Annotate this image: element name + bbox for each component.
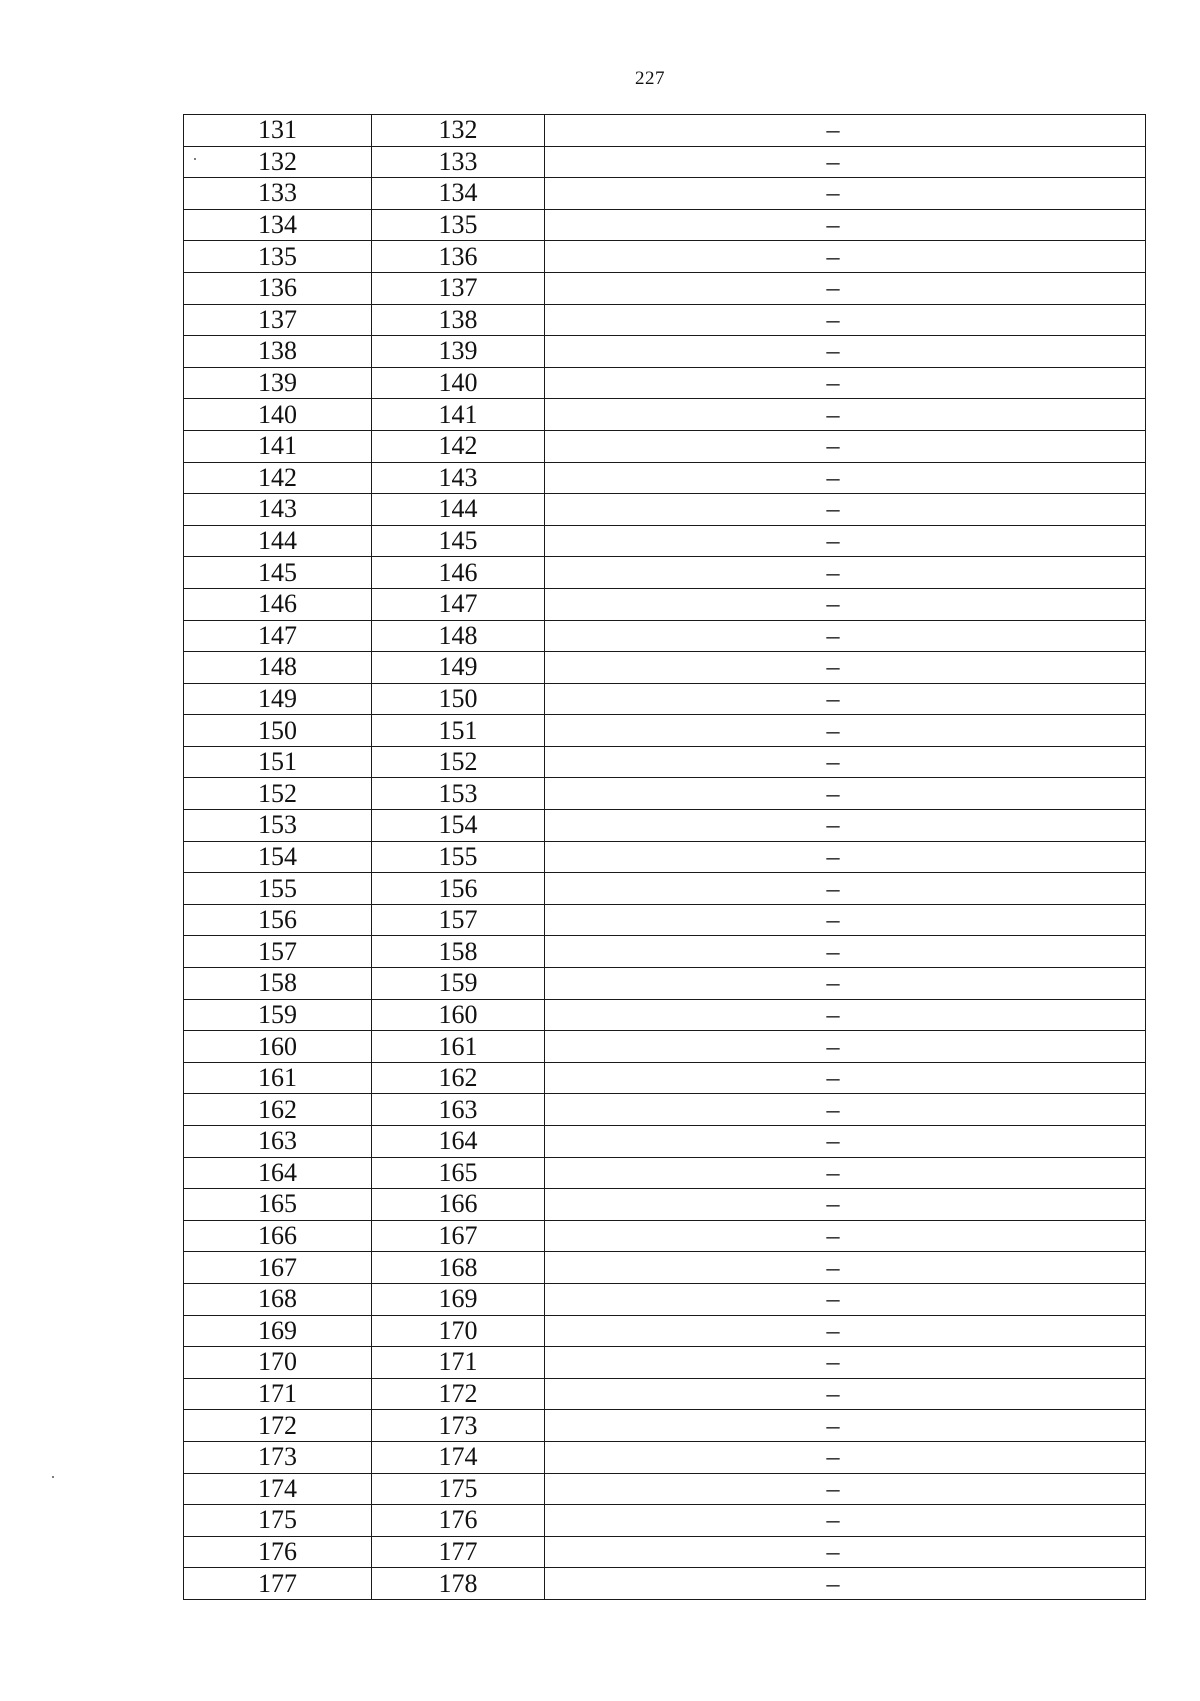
table-row	[184, 588, 1146, 620]
cell-to: 167	[372, 1220, 545, 1252]
cell-from: 156	[184, 904, 372, 936]
cell-from: 163	[184, 1126, 372, 1158]
cell-to: 134	[372, 178, 545, 210]
dash-text: –	[826, 747, 840, 777]
dash-text: –	[826, 1410, 840, 1440]
table-row	[184, 1441, 1146, 1473]
table-row	[184, 1347, 1146, 1379]
cell-from: 162	[184, 1094, 372, 1126]
dash-text: –	[826, 1568, 840, 1598]
cell-to: 168	[372, 1252, 545, 1284]
dash-text: –	[826, 1442, 840, 1472]
dash-text: –	[826, 146, 840, 176]
table-row	[184, 810, 1146, 842]
cell-dash	[545, 178, 1146, 210]
cell-to: 154	[372, 810, 545, 842]
table-row	[184, 715, 1146, 747]
table-row	[184, 1410, 1146, 1442]
cell-dash	[545, 588, 1146, 620]
cell-dash	[545, 1189, 1146, 1221]
cell-from: 138	[184, 336, 372, 368]
cell-dash	[545, 1536, 1146, 1568]
cell-to: 137	[372, 272, 545, 304]
cell-to: 144	[372, 494, 545, 526]
cell-to: 133	[372, 146, 545, 178]
cell-to: 138	[372, 304, 545, 336]
cell-to: 161	[372, 1031, 545, 1063]
dash-text: –	[826, 999, 840, 1029]
dash-text: –	[826, 368, 840, 398]
cell-dash	[545, 936, 1146, 968]
table-row	[184, 652, 1146, 684]
dash-text: –	[826, 1063, 840, 1093]
table-row	[184, 430, 1146, 462]
cell-dash	[545, 1220, 1146, 1252]
cell-from: 153	[184, 810, 372, 842]
cell-to: 135	[372, 209, 545, 241]
dash-text: –	[826, 1221, 840, 1251]
dash-text: –	[826, 462, 840, 492]
cell-to: 160	[372, 999, 545, 1031]
cell-dash	[545, 1347, 1146, 1379]
cell-from: 173	[184, 1441, 372, 1473]
cell-from: 166	[184, 1220, 372, 1252]
cell-from: 161	[184, 1062, 372, 1094]
cell-from: 167	[184, 1252, 372, 1284]
cell-to: 178	[372, 1568, 545, 1600]
table-row	[184, 620, 1146, 652]
cell-from: 140	[184, 399, 372, 431]
cell-from: 177	[184, 1568, 372, 1600]
table-row	[184, 683, 1146, 715]
dash-text: –	[826, 399, 840, 429]
table-row	[184, 1031, 1146, 1063]
cell-dash	[545, 683, 1146, 715]
cell-dash	[545, 1094, 1146, 1126]
dash-text: –	[826, 1252, 840, 1282]
cell-from: 157	[184, 936, 372, 968]
dash-text: –	[826, 273, 840, 303]
cell-to: 152	[372, 746, 545, 778]
table-row	[184, 1283, 1146, 1315]
cell-dash	[545, 1252, 1146, 1284]
cell-to: 140	[372, 367, 545, 399]
dash-text: –	[826, 810, 840, 840]
table-body	[184, 115, 1146, 1600]
dash-text: –	[826, 778, 840, 808]
cell-to: 147	[372, 588, 545, 620]
cell-to: 173	[372, 1410, 545, 1442]
table-row	[184, 1536, 1146, 1568]
cell-to: 159	[372, 968, 545, 1000]
dash-text: –	[826, 1031, 840, 1061]
cell-dash	[545, 652, 1146, 684]
table-row	[184, 272, 1146, 304]
table-row	[184, 1126, 1146, 1158]
cell-to: 172	[372, 1378, 545, 1410]
cell-dash	[545, 1441, 1146, 1473]
dash-text: –	[826, 304, 840, 334]
cell-dash	[545, 1378, 1146, 1410]
cell-from: 155	[184, 873, 372, 905]
table-row	[184, 367, 1146, 399]
cell-from: 144	[184, 525, 372, 557]
cell-from: 149	[184, 683, 372, 715]
table-row	[184, 873, 1146, 905]
cell-from: 152	[184, 778, 372, 810]
table-row	[184, 1473, 1146, 1505]
cell-dash	[545, 1410, 1146, 1442]
cell-to: 143	[372, 462, 545, 494]
dash-text: –	[826, 1126, 840, 1156]
table-row	[184, 1378, 1146, 1410]
cell-dash	[545, 968, 1146, 1000]
dash-text: –	[826, 620, 840, 650]
cell-dash	[545, 1568, 1146, 1600]
cell-from: 134	[184, 209, 372, 241]
cell-dash	[545, 810, 1146, 842]
cell-from: 171	[184, 1378, 372, 1410]
cell-dash	[545, 525, 1146, 557]
table-row	[184, 178, 1146, 210]
cell-from: 137	[184, 304, 372, 336]
dash-text: –	[826, 210, 840, 240]
cell-to: 175	[372, 1473, 545, 1505]
table-row	[184, 462, 1146, 494]
cell-dash	[545, 1473, 1146, 1505]
cell-from: 168	[184, 1283, 372, 1315]
dash-text: –	[826, 1537, 840, 1567]
table-row	[184, 115, 1146, 147]
table-row	[184, 968, 1146, 1000]
dash-text: –	[826, 1094, 840, 1124]
cell-to: 158	[372, 936, 545, 968]
cell-dash	[545, 399, 1146, 431]
cell-dash	[545, 209, 1146, 241]
cell-dash	[545, 1315, 1146, 1347]
cell-from: 132	[184, 146, 372, 178]
cell-dash	[545, 430, 1146, 462]
cell-dash	[545, 557, 1146, 589]
cell-to: 148	[372, 620, 545, 652]
dash-text: –	[826, 526, 840, 556]
table-row	[184, 936, 1146, 968]
cell-from: 147	[184, 620, 372, 652]
cell-from: 148	[184, 652, 372, 684]
cell-dash	[545, 841, 1146, 873]
table-row	[184, 1094, 1146, 1126]
table-row	[184, 399, 1146, 431]
cell-from: 164	[184, 1157, 372, 1189]
cell-to: 176	[372, 1505, 545, 1537]
table-row	[184, 746, 1146, 778]
cell-to: 163	[372, 1094, 545, 1126]
cell-from: 154	[184, 841, 372, 873]
cell-from: 165	[184, 1189, 372, 1221]
cell-from: 141	[184, 430, 372, 462]
cell-from: 175	[184, 1505, 372, 1537]
cell-to: 169	[372, 1283, 545, 1315]
cell-to: 162	[372, 1062, 545, 1094]
page-number: 227	[635, 68, 665, 89]
cell-dash	[545, 904, 1146, 936]
dash-text: –	[826, 494, 840, 524]
dash-text: –	[826, 873, 840, 903]
table-row	[184, 146, 1146, 178]
dash-text: –	[826, 968, 840, 998]
cell-from: 146	[184, 588, 372, 620]
cell-from: 139	[184, 367, 372, 399]
cell-from: 158	[184, 968, 372, 1000]
cell-dash	[545, 304, 1146, 336]
dash-text: –	[826, 557, 840, 587]
cell-from: 135	[184, 241, 372, 273]
dash-text: –	[826, 1379, 840, 1409]
cell-dash	[545, 1157, 1146, 1189]
dash-text: –	[826, 241, 840, 271]
cell-to: 141	[372, 399, 545, 431]
table-row	[184, 778, 1146, 810]
cell-dash	[545, 715, 1146, 747]
cell-to: 165	[372, 1157, 545, 1189]
cell-dash	[545, 778, 1146, 810]
cell-dash	[545, 1031, 1146, 1063]
table-row	[184, 1220, 1146, 1252]
table-row	[184, 1062, 1146, 1094]
cell-to: 146	[372, 557, 545, 589]
dash-text: –	[826, 1189, 840, 1219]
dash-text: –	[826, 1284, 840, 1314]
cell-to: 149	[372, 652, 545, 684]
dash-text: –	[826, 1157, 840, 1187]
cell-to: 132	[372, 115, 545, 147]
cell-to: 136	[372, 241, 545, 273]
table-row	[184, 336, 1146, 368]
cell-from: 160	[184, 1031, 372, 1063]
dash-text: –	[826, 652, 840, 682]
table-row	[184, 209, 1146, 241]
dash-text: –	[826, 1347, 840, 1377]
cell-to: 171	[372, 1347, 545, 1379]
cell-from: 142	[184, 462, 372, 494]
cell-to: 150	[372, 683, 545, 715]
cell-to: 151	[372, 715, 545, 747]
cell-to: 139	[372, 336, 545, 368]
cell-to: 157	[372, 904, 545, 936]
cell-to: 164	[372, 1126, 545, 1158]
cell-from: 170	[184, 1347, 372, 1379]
cell-dash	[545, 241, 1146, 273]
table-row	[184, 1157, 1146, 1189]
dash-text: –	[826, 1315, 840, 1345]
cell-to: 174	[372, 1441, 545, 1473]
cell-dash	[545, 873, 1146, 905]
cell-dash	[545, 620, 1146, 652]
dash-text: –	[826, 589, 840, 619]
cell-dash	[545, 272, 1146, 304]
cell-to: 153	[372, 778, 545, 810]
dash-text: –	[826, 905, 840, 935]
cell-to: 177	[372, 1536, 545, 1568]
cell-dash	[545, 367, 1146, 399]
table-row	[184, 304, 1146, 336]
cell-to: 166	[372, 1189, 545, 1221]
scan-speck	[52, 1476, 54, 1478]
table-row	[184, 1315, 1146, 1347]
cell-from: 169	[184, 1315, 372, 1347]
cell-dash	[545, 999, 1146, 1031]
table-row	[184, 241, 1146, 273]
cell-dash	[545, 746, 1146, 778]
dash-text: –	[826, 1473, 840, 1503]
cell-dash	[545, 146, 1146, 178]
dash-text: –	[826, 178, 840, 208]
table-row	[184, 1505, 1146, 1537]
cell-to: 156	[372, 873, 545, 905]
table-row	[184, 525, 1146, 557]
cell-dash	[545, 494, 1146, 526]
cell-from: 133	[184, 178, 372, 210]
cell-from: 159	[184, 999, 372, 1031]
table-row	[184, 494, 1146, 526]
table-row	[184, 999, 1146, 1031]
table-row	[184, 904, 1146, 936]
dash-text: –	[826, 683, 840, 713]
table-row	[184, 557, 1146, 589]
dash-text: –	[826, 1505, 840, 1535]
cell-from: 145	[184, 557, 372, 589]
dash-text: –	[826, 431, 840, 461]
table-row	[184, 841, 1146, 873]
cell-from: 131	[184, 115, 372, 147]
cell-dash	[545, 462, 1146, 494]
cell-dash	[545, 115, 1146, 147]
cell-dash	[545, 1062, 1146, 1094]
table-row	[184, 1568, 1146, 1600]
cell-from: 174	[184, 1473, 372, 1505]
scan-speck	[194, 158, 196, 160]
dash-text: –	[826, 336, 840, 366]
cell-from: 151	[184, 746, 372, 778]
cell-dash	[545, 1505, 1146, 1537]
table-row	[184, 1189, 1146, 1221]
dash-text: –	[826, 715, 840, 745]
cell-dash	[545, 1283, 1146, 1315]
cell-from: 136	[184, 272, 372, 304]
table-row	[184, 1252, 1146, 1284]
cell-dash	[545, 1126, 1146, 1158]
data-table	[183, 114, 1146, 1600]
cell-to: 145	[372, 525, 545, 557]
dash-text: –	[826, 115, 840, 145]
cell-from: 172	[184, 1410, 372, 1442]
cell-to: 155	[372, 841, 545, 873]
dash-text: –	[826, 936, 840, 966]
cell-from: 176	[184, 1536, 372, 1568]
cell-dash	[545, 336, 1146, 368]
cell-to: 142	[372, 430, 545, 462]
dash-text: –	[826, 841, 840, 871]
cell-to: 170	[372, 1315, 545, 1347]
cell-from: 143	[184, 494, 372, 526]
cell-from: 150	[184, 715, 372, 747]
